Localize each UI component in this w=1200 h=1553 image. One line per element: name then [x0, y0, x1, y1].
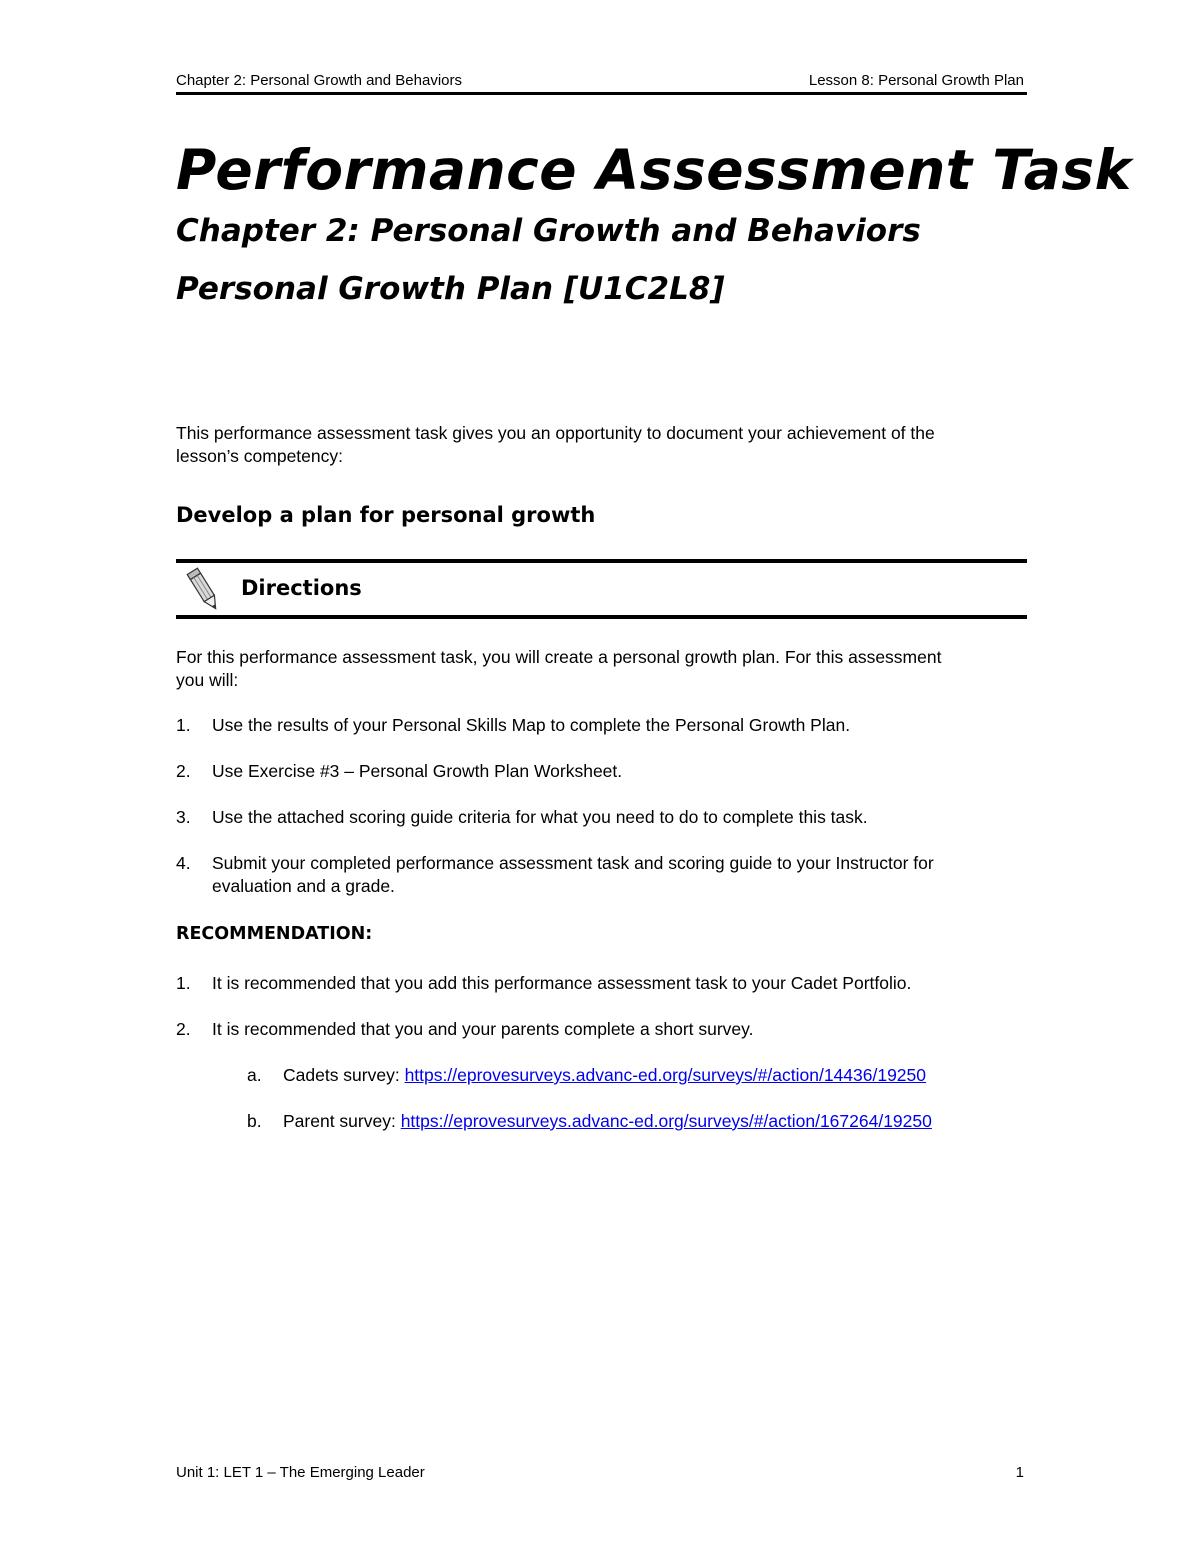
recommendation-item: It is recommended that you add this performance assessment task to your Cadet Portfolio. [212, 973, 912, 993]
header-lesson: Lesson 8: Personal Growth Plan [808, 72, 1024, 89]
directions-heading: Directions [241, 576, 362, 600]
page-title: Performance Assessment Task [176, 138, 1132, 202]
directions-lead: For this performance assessment task, you will create a personal growth plan. For this assessment you will: [176, 647, 942, 690]
direction-item: Submit your completed performance assessment task and scoring guide to your Instructor for evaluation and a grade. [212, 853, 934, 896]
survey-letter: b. [247, 1111, 262, 1131]
survey-letter: a. [247, 1065, 262, 1085]
recommendation-heading: RECOMMENDATION: [176, 924, 373, 944]
recommendation-item: It is recommended that you and your parents complete a short survey. [212, 1019, 754, 1039]
directions-top-rule [176, 559, 1027, 563]
cadets-survey-link[interactable]: https://eprovesurveys.advanc-ed.org/surveys/#/action/14436/19250 [404, 1065, 927, 1085]
header-divider [176, 92, 1027, 95]
intro-paragraph: This performance assessment task gives you an opportunity to document your achievement of the lesson’s competency: [176, 423, 935, 466]
chapter-subtitle: Chapter 2: Personal Growth and Behaviors [176, 213, 921, 249]
cadets-survey [283, 1064, 1043, 1087]
direction-item: Use the results of your Personal Skills Map to complete the Personal Growth Plan. [212, 715, 851, 735]
direction-number: 2. [176, 761, 191, 781]
header-chapter: Chapter 2: Personal Growth and Behaviors [176, 72, 462, 89]
parent-survey-link[interactable]: https://eprovesurveys.advanc-ed.org/surveys/#/action/167264/19250 [400, 1111, 932, 1131]
direction-number: 4. [176, 853, 191, 873]
recommendation-number: 1. [176, 973, 191, 993]
recommendation-number: 2. [176, 1019, 191, 1039]
page-number: 1 [1015, 1464, 1024, 1481]
parent-survey-label: Parent survey: [283, 1111, 401, 1131]
lesson-subtitle: Personal Growth Plan [U1C2L8] [176, 271, 725, 307]
footer-unit: Unit 1: LET 1 – The Emerging Leader [176, 1464, 425, 1481]
parent-survey [283, 1110, 1043, 1133]
direction-number: 1. [176, 715, 191, 735]
competency-statement: Develop a plan for personal growth [176, 503, 596, 527]
direction-item: Use the attached scoring guide criteria for what you need to do to complete this task. [212, 807, 868, 827]
pencil-icon [186, 566, 222, 614]
cadets-survey-label: Cadets survey: [283, 1065, 405, 1085]
direction-item: Use Exercise #3 – Personal Growth Plan Worksheet. [212, 761, 623, 781]
direction-number: 3. [176, 807, 191, 827]
directions-bottom-rule [176, 615, 1027, 619]
